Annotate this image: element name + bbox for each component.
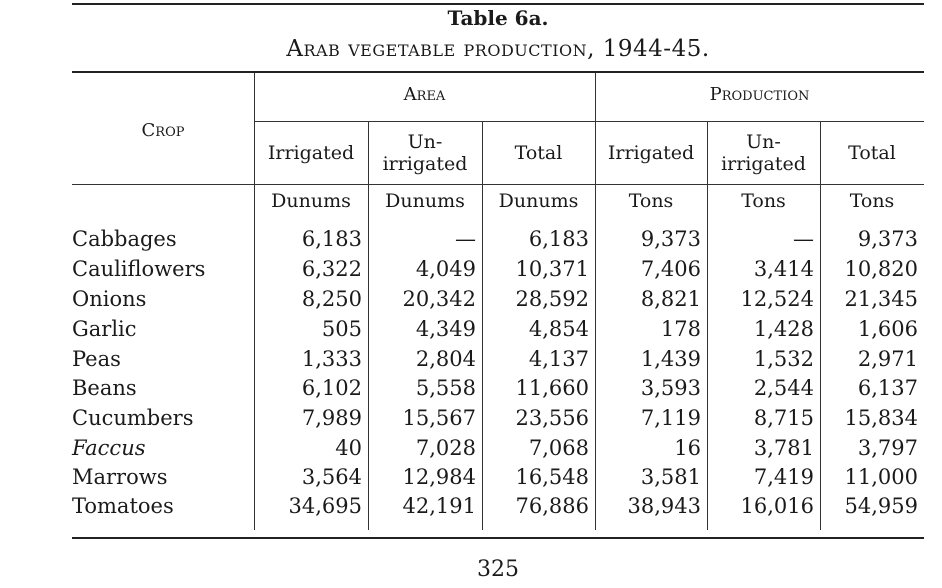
table-cell: 38,943 — [627, 494, 701, 518]
table-cell: 2,544 — [753, 376, 814, 400]
page-number: 325 — [477, 557, 519, 582]
table-cell: 1,439 — [640, 347, 701, 371]
table-cell: 42,191 — [402, 494, 476, 518]
column-header: Total — [848, 142, 896, 164]
production-header: Production — [709, 84, 810, 105]
unit-label: Dunums — [385, 190, 465, 212]
table-cell: 20,342 — [402, 287, 476, 311]
crop-name: Cabbages — [72, 227, 177, 251]
table-cell: 3,581 — [640, 465, 701, 489]
table-cell: 9,373 — [857, 227, 918, 251]
table-cell: 10,371 — [515, 257, 589, 281]
table-cell: 7,068 — [528, 436, 589, 460]
table-cell: 1,532 — [753, 347, 814, 371]
units-divider-line — [72, 184, 924, 185]
table-cell: 4,349 — [415, 317, 476, 341]
table-cell: 16,548 — [515, 465, 589, 489]
top-rule — [72, 3, 924, 5]
area-header: Area — [403, 84, 446, 105]
table-cell: 8,821 — [640, 287, 701, 311]
table-cell: 3,414 — [753, 257, 814, 281]
crop-name: Tomatoes — [72, 494, 174, 518]
column-header: Un- irrigated — [721, 131, 806, 175]
table-cell: 76,886 — [515, 494, 589, 518]
table-cell: 7,406 — [640, 257, 701, 281]
unit-label: Tons — [628, 190, 674, 212]
table-cell: 6,183 — [528, 227, 589, 251]
crop-header: Crop — [141, 120, 185, 141]
table-cell: 8,250 — [301, 287, 362, 311]
column-header: Total — [514, 142, 563, 164]
table-cell: 1,428 — [753, 317, 814, 341]
column-header: Un- irrigated — [382, 131, 468, 175]
table-cell: 16,016 — [740, 494, 814, 518]
table-cell: 5,558 — [415, 376, 476, 400]
crop-name: Faccus — [72, 436, 146, 460]
table-cell: 6,137 — [857, 376, 918, 400]
table-cell: 2,971 — [857, 347, 918, 371]
table-cell: 7,419 — [753, 465, 814, 489]
table-cell: 28,592 — [515, 287, 589, 311]
table-cell: 12,524 — [740, 287, 814, 311]
table-title: Arab vegetable production, 1944-45. — [286, 36, 710, 62]
table-cell: 4,137 — [528, 347, 589, 371]
table-cell: 15,567 — [402, 406, 476, 430]
table-cell: 7,119 — [640, 406, 701, 430]
table-cell: 4,049 — [415, 257, 476, 281]
crop-name: Peas — [72, 347, 121, 371]
table-cell: 12,984 — [402, 465, 476, 489]
table-cell: 178 — [660, 317, 701, 341]
header-rule — [72, 71, 924, 73]
unit-label: Tons — [741, 190, 786, 212]
crop-name: Cauliflowers — [72, 257, 206, 281]
crop-name: Garlic — [72, 317, 137, 341]
group-divider-line — [254, 121, 924, 122]
table-cell: 34,695 — [288, 494, 362, 518]
table-cell: 10,820 — [844, 257, 918, 281]
table-cell: 54,959 — [844, 494, 918, 518]
table-cell: 11,000 — [844, 465, 918, 489]
table-cell: 3,564 — [301, 465, 362, 489]
crop-name: Beans — [72, 376, 137, 400]
table-cell: 1,606 — [857, 317, 918, 341]
table-cell: 1,333 — [301, 347, 362, 371]
table-cell: 8,715 — [753, 406, 814, 430]
table-cell: 7,989 — [301, 406, 362, 430]
crop-name: Marrows — [72, 465, 168, 489]
table-cell: 2,804 — [415, 347, 476, 371]
table-cell: 40 — [335, 436, 362, 460]
table-cell: 23,556 — [515, 406, 589, 430]
table-cell: 6,102 — [301, 376, 362, 400]
table-cell: — — [455, 227, 476, 251]
table-cell: 15,834 — [844, 406, 918, 430]
table-cell: 3,781 — [753, 436, 814, 460]
unit-label: Dunums — [271, 190, 351, 212]
column-header: Irrigated — [267, 142, 355, 164]
unit-label: Dunums — [498, 190, 579, 212]
table-cell: 11,660 — [515, 376, 589, 400]
table-cell: 9,373 — [640, 227, 701, 251]
unit-label: Tons — [849, 190, 895, 212]
table-cell: 3,797 — [857, 436, 918, 460]
table-cell: — — [793, 227, 814, 251]
table-cell: 16 — [674, 436, 701, 460]
crop-name: Onions — [72, 287, 147, 311]
crop-name: Cucumbers — [72, 406, 194, 430]
table-cell: 21,345 — [844, 287, 918, 311]
table-cell: 4,854 — [528, 317, 589, 341]
column-header: Irrigated — [607, 142, 695, 164]
bottom-rule — [72, 537, 924, 539]
table-cell: 505 — [321, 317, 362, 341]
table-cell: 6,183 — [301, 227, 362, 251]
table-cell: 6,322 — [301, 257, 362, 281]
table-number: Table 6a. — [447, 6, 549, 30]
table-cell: 3,593 — [640, 376, 701, 400]
table-cell: 7,028 — [415, 436, 476, 460]
